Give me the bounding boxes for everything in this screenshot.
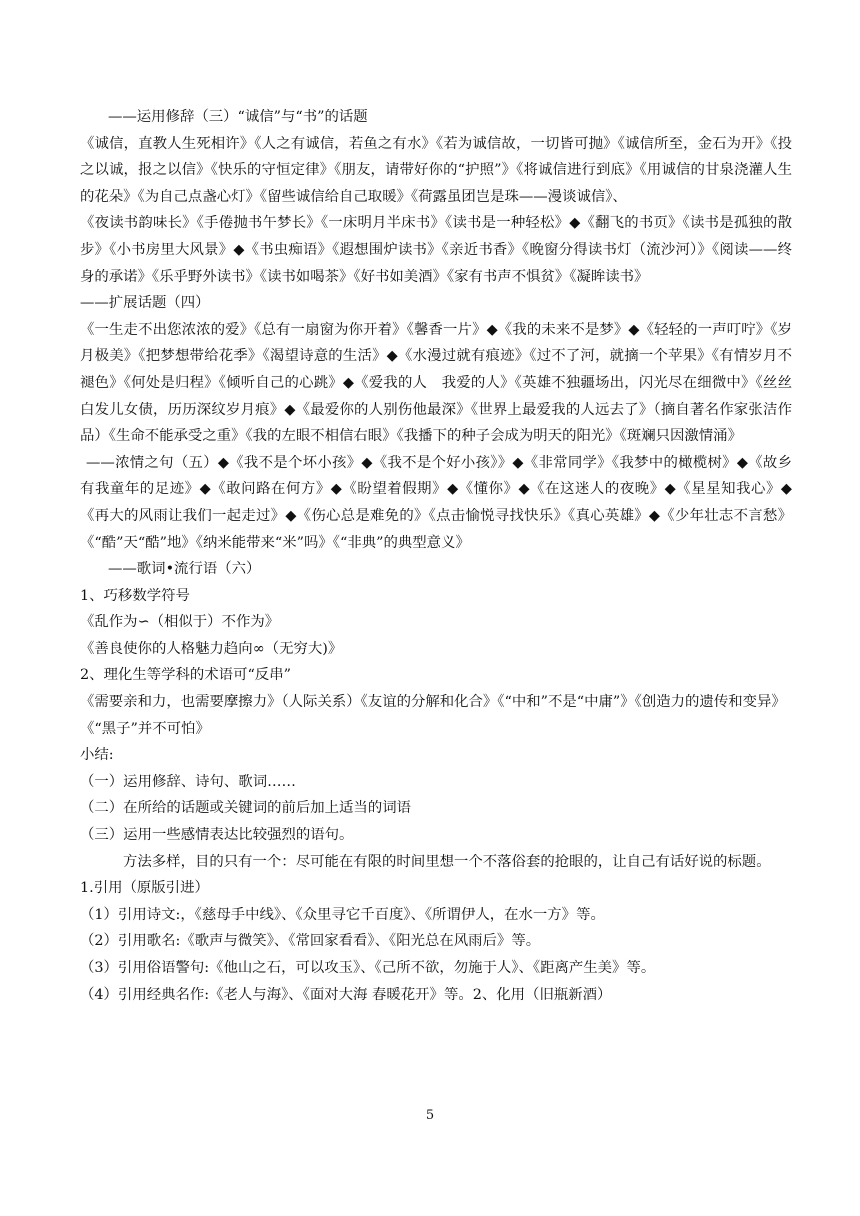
method-quote-heading: 1.引用（原版引进） <box>80 880 209 897</box>
section-heading-lyrics-6: ——歌词•流行语（六） <box>108 561 261 578</box>
document-body <box>80 104 792 1008</box>
example-science-titles: 《需要亲和力，也需要摩擦力》（人际关系）《友谊的分解和化合》《“中和”不是“中庸”》《创造力的遗传和变异》 <box>80 694 786 711</box>
example-infinity-symbol: 《善良使你的人格魅力趋向∞（无穷大)》 <box>80 640 343 657</box>
method-quote-poems: （1）引用诗文:，《慈母手中线》、《众里寻它千百度》、《所谓伊人，在水一方》等。 <box>80 906 605 923</box>
summary-conclusion: 方法多样，目的只有一个：尽可能在有限的时间里想一个不落俗套的抢眼的，让自己有话好说的标题。 <box>123 853 771 870</box>
page-number: 5 <box>425 1108 435 1123</box>
paragraph-emotional-phrases-5: ——浓情之句（五）◆《我不是个坏小孩》◆《我不是个好小孩》》◆《非常同学》《我梦中的橄榄树》◆《故乡有我童年的足迹》◆《敢问路在何方》◆《盼望着假期》◆《懂你》◆《在这迷人的夜晚》◆《星星知我心》◆《再大的风雨让我们一起走过》◆《伤心总是难免的》《点击愉悦寻找快乐》《真心英雄》◆《少年壮志不言愁》《“酷”天“酷”地》《纳米能带来“米”吗》《“非典”的典型意义》 <box>80 454 792 551</box>
summary-item-2: （二）在所给的话题或关键词的前后加上适当的词语 <box>80 800 411 817</box>
paragraph-extended-titles: 《一生走不出您浓浓的爱》《总有一扇窗为你开着》《馨香一片》◆《我的未来不是梦》◆《轻轻的一声叮咛》《岁月极美》《把梦想带给花季》《渴望诗意的生活》◆《水漫过就有痕迹》《过不了河，就摘一个苹果》《有情岁月不褪色》《何处是归程》《倾听自己的心跳》◆《爱我的人 我爱的人》《英雄不独疆场出，闪光尽在细微中》《丝丝白发儿女债，历历深纹岁月痕》◆《最爱你的人别伤他最深》《世界上最爱我的人远去了》（摘自著名作家张洁作品）《生命不能承受之重》《我的左眼不相信右眼》《我播下的种子会成为明天的阳光》《斑斓只因激情涌》 <box>80 321 792 445</box>
paragraph-honesty-titles: 《诚信，直教人生死相许》《人之有诚信，若鱼之有水》《若为诚信故，一切皆可抛》《诚信所至，金石为开》《投之以诚，报之以信》《快乐的守恒定律》《朋友，请带好你的“护照”》《将诚信进行到底》《用诚信的甘泉浇灌人生的花朵》《为自己点盏心灯》《留些诚信给自己取暖》《荷露虽团岂是珠——漫谈诚信》、 <box>80 135 792 205</box>
summary-heading: 小结: <box>80 747 114 764</box>
section-heading-extended-topic-4: ——扩展话题（四） <box>80 295 210 312</box>
example-sunspot-title: 《“黑子”并不可怕》 <box>80 720 210 737</box>
method-quote-songs: （2）引用歌名:《歌声与微笑》、《常回家看看》、《阳光总在风雨后》等。 <box>80 933 541 950</box>
method-quote-classics: （4）引用经典名作:《老人与海》、《面对大海 春暖花开》等。2、化用（旧瓶新酒） <box>80 986 612 1003</box>
summary-item-1: （一）运用修辞、诗句、歌词…… <box>80 773 296 790</box>
summary-item-3: （三）运用一些感情表达比较强烈的语句。 <box>80 827 354 844</box>
method-quote-proverbs: （3）引用俗语警句:《他山之石，可以攻玉》、《己所不欲，勿施于人》、《距离产生美》等。 <box>80 960 656 976</box>
item-math-symbols: 1、巧移数学符号 <box>80 587 190 604</box>
example-similar-symbol: 《乱作为∽（相似于）不作为》 <box>80 614 280 631</box>
item-science-terms: 2、理化生等学科的术语可“反串” <box>80 667 291 684</box>
section-heading-rhetoric-3: ——运用修辞（三）“诚信”与“书”的话题 <box>108 109 368 125</box>
paragraph-book-titles: 《夜读书韵味长》《手倦抛书午梦长》《一床明月半床书》《读书是一种轻松》◆《翻飞的书页》《读书是孤独的散步》《小书房里大风景》◆《书虫痴语》《遐想围炉读书》《亲近书香》《晚窗分得读书灯（流沙河）》《阅读——终身的承诺》《乐乎野外读书》《读书如喝茶》《好书如美酒》《家有书声不惧贫》《凝眸读书》 <box>80 215 792 285</box>
